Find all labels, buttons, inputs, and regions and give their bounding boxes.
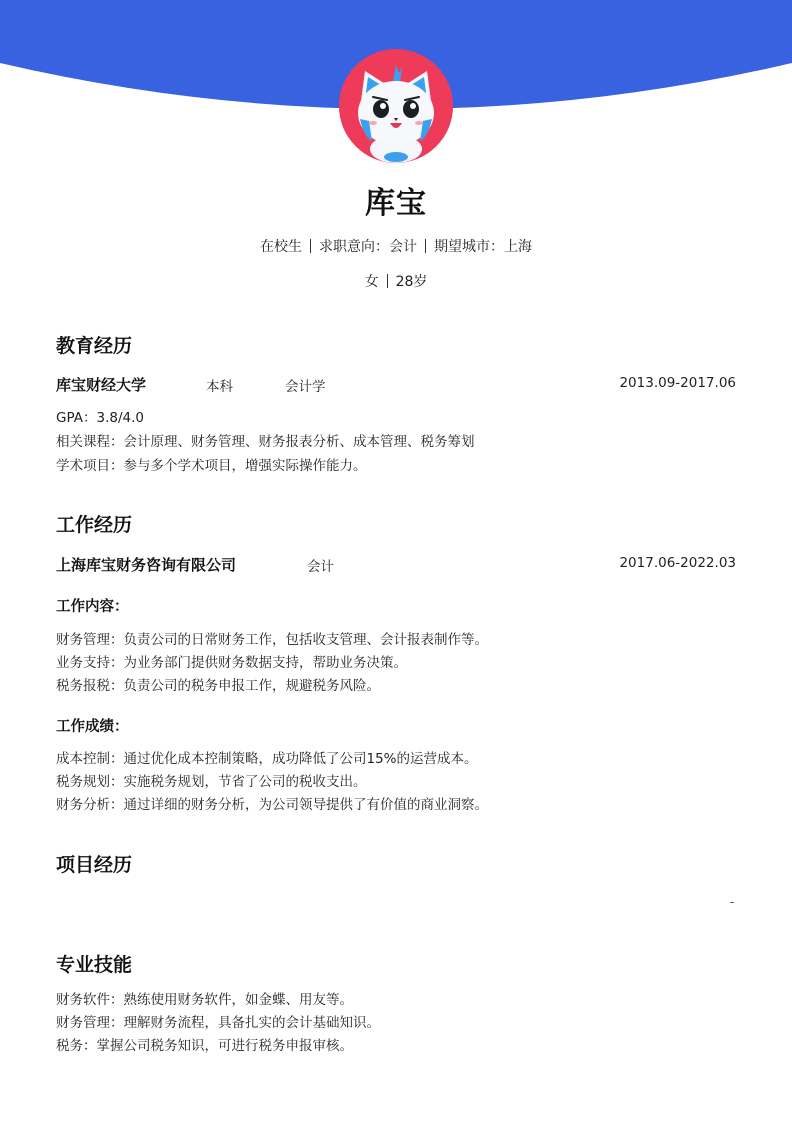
degree-text: 本科: [206, 379, 233, 395]
skills-line: 财务管理：理解财务流程，具备扎实的会计基础知识。: [56, 1015, 380, 1031]
age-text: 28岁: [395, 274, 428, 290]
profile-meta-line-2: [0, 271, 792, 291]
divider: [425, 239, 426, 253]
cat-mascot-icon: [339, 49, 453, 163]
company-name: 上海库宝财务咨询有限公司: [56, 556, 237, 574]
avatar: [339, 49, 453, 163]
candidate-name: 库宝: [365, 186, 427, 221]
work-results-line: 财务分析：通过详细的财务分析，为公司领导提供了有价值的商业洞察。: [56, 797, 488, 813]
divider: [387, 274, 388, 288]
work-section-title: 工作经历: [56, 514, 133, 536]
skills-section-title: 专业技能: [56, 954, 133, 976]
education-line: GPA：3.8/4.0: [56, 410, 144, 426]
expected-city-text: 期望城市：上海: [434, 239, 532, 255]
education-date: 2013.09-2017.06: [619, 375, 736, 391]
status-text: 在校生: [260, 239, 302, 255]
major-text: 会计学: [285, 379, 326, 395]
work-content-line: 财务管理：负责公司的日常财务工作，包括收支管理、会计报表制作等。: [56, 632, 488, 648]
work-content-line: 业务支持：为业务部门提供财务数据支持，帮助业务决策。: [56, 655, 407, 671]
education-line: 相关课程：会计原理、财务管理、财务报表分析、成本管理、税务筹划: [56, 434, 475, 450]
education-line: 学术项目：参与多个学术项目，增强实际操作能力。: [56, 458, 367, 474]
projects-placeholder: -: [730, 895, 735, 909]
job-intent-text: 求职意向：会计: [319, 239, 417, 255]
school-name: 库宝财经大学: [56, 376, 147, 394]
work-results-line: 税务规划：实施税务规划，节省了公司的税收支出。: [56, 774, 367, 790]
work-content-title: 工作内容：: [56, 599, 129, 615]
gender-text: 女: [364, 274, 379, 290]
divider: [310, 239, 311, 253]
skills-line: 财务软件：熟练使用财务软件，如金蝶、用友等。: [56, 992, 353, 1008]
work-date: 2017.06-2022.03: [619, 555, 736, 571]
work-results-line: 成本控制：通过优化成本控制策略，成功降低了公司15%的运营成本。: [56, 751, 478, 767]
projects-section-title: 项目经历: [56, 854, 133, 876]
skills-line: 税务：掌握公司税务知识，可进行税务申报审核。: [56, 1038, 353, 1054]
job-role-text: 会计: [307, 559, 334, 575]
work-content-line: 税务报税：负责公司的税务申报工作，规避税务风险。: [56, 678, 380, 694]
education-section-title: 教育经历: [56, 335, 133, 357]
work-results-title: 工作成绩：: [56, 719, 129, 735]
profile-meta-line-1: [0, 236, 792, 256]
